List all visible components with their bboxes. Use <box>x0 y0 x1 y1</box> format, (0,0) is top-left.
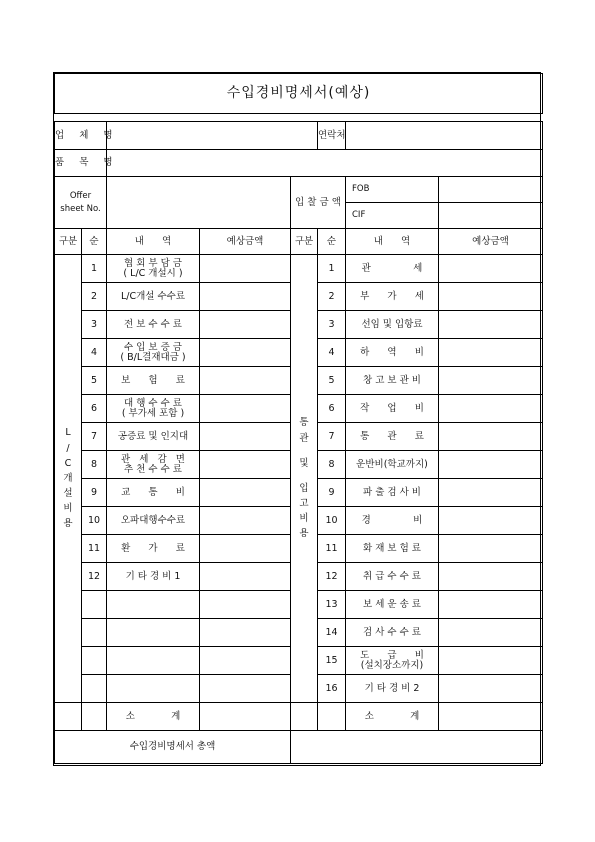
left-item-desc <box>107 423 200 451</box>
left-item-amount[interactable] <box>200 339 291 367</box>
right-item-amount[interactable] <box>439 647 543 675</box>
left-item-no <box>82 675 107 703</box>
subtotal-blank <box>318 703 346 731</box>
right-item-desc <box>346 479 439 507</box>
left-item-desc-line1: 협 회 부 담 금 <box>124 257 182 269</box>
col-amount-right: 예상금액 <box>439 229 543 255</box>
left-item-amount[interactable] <box>200 367 291 395</box>
left-item-desc <box>107 451 200 479</box>
left-item-desc-line1: 기 타 경 비 1 <box>125 570 181 582</box>
left-item-desc-line2: 추 천 수 수 료 <box>124 463 182 475</box>
total-row <box>55 731 543 764</box>
right-item-desc-line1: 도 급 비 <box>360 649 424 661</box>
left-category-char: 용 <box>63 518 73 530</box>
right-item-desc-line1: 관 세 <box>361 262 423 274</box>
right-item-no: 2 <box>318 283 346 311</box>
left-item-amount[interactable] <box>200 479 291 507</box>
left-item-desc <box>107 647 200 675</box>
left-item-desc-line1: 환 가 료 <box>121 542 185 554</box>
right-item-no: 1 <box>318 255 346 283</box>
left-item-amount[interactable] <box>200 423 291 451</box>
left-subtotal-amount[interactable] <box>200 703 291 731</box>
left-category-char: 개 <box>63 472 73 484</box>
right-item-desc-line1: 운반비(학교까지) <box>356 458 428 470</box>
right-item-desc-line1: 선임 및 입항료 <box>361 318 423 330</box>
right-item-desc-line1: 보 세 운 송 료 <box>363 598 421 610</box>
page-title: 수입경비명세서(예상) <box>55 74 543 114</box>
left-category-char: 비 <box>63 503 73 515</box>
right-item-desc <box>346 507 439 535</box>
right-subtotal-amount[interactable] <box>439 703 543 731</box>
right-item-no: 15 <box>318 647 346 675</box>
right-item-no: 4 <box>318 339 346 367</box>
right-item-desc <box>346 535 439 563</box>
col-amount-left: 예상금액 <box>200 229 291 255</box>
fob-label: FOB <box>346 177 439 203</box>
right-item-desc <box>346 563 439 591</box>
right-item-desc-line1: 부 가 세 <box>360 290 424 302</box>
left-item-desc <box>107 255 200 283</box>
left-item-amount[interactable] <box>200 507 291 535</box>
left-item-amount[interactable] <box>200 619 291 647</box>
expense-form <box>53 72 541 766</box>
right-item-desc <box>346 311 439 339</box>
left-item-amount[interactable] <box>200 591 291 619</box>
right-item-desc-line1: 검 사 수 수 료 <box>363 626 421 638</box>
left-item-no: 6 <box>82 395 107 423</box>
right-item-desc <box>346 283 439 311</box>
right-item-desc <box>346 339 439 367</box>
right-item-desc <box>346 423 439 451</box>
left-item-amount[interactable] <box>200 563 291 591</box>
right-item-no: 5 <box>318 367 346 395</box>
right-item-amount[interactable] <box>439 423 543 451</box>
right-item-desc <box>346 367 439 395</box>
company-label: 업 체 명 <box>55 122 107 150</box>
left-item-desc-line1: 수 입 보 증 금 <box>124 341 182 353</box>
left-item-no: 9 <box>82 479 107 507</box>
left-item-desc <box>107 563 200 591</box>
left-item-amount[interactable] <box>200 675 291 703</box>
left-category-char: 설 <box>63 488 73 500</box>
left-item-desc-line2: ( B/L결재대금 ) <box>120 351 186 363</box>
col-order-right: 순 <box>318 229 346 255</box>
item-label: 품 목 명 <box>55 150 107 177</box>
left-item-desc <box>107 395 200 423</box>
right-item-desc-line1: 하 역 비 <box>360 346 424 358</box>
spacer <box>55 114 543 122</box>
left-item-no: 4 <box>82 339 107 367</box>
right-item-no: 10 <box>318 507 346 535</box>
right-item-desc-line1: 파 출 검 사 비 <box>363 486 421 498</box>
left-item-amount[interactable] <box>200 535 291 563</box>
right-item-no: 3 <box>318 311 346 339</box>
left-item-no: 10 <box>82 507 107 535</box>
col-category-left: 구분 <box>55 229 82 255</box>
right-item-desc-line1: 창 고 보 관 비 <box>363 374 421 386</box>
right-item-desc-line1: 작 업 비 <box>360 402 424 414</box>
right-item-amount[interactable] <box>439 255 543 283</box>
subtotal-blank <box>291 703 318 731</box>
left-item-desc <box>107 507 200 535</box>
contact-label: 연락처 <box>318 122 346 150</box>
subtotal-blank <box>55 703 82 731</box>
right-category-char: 관 <box>299 432 309 444</box>
left-item-desc-line1: L/C개설 수수료 <box>120 290 186 302</box>
left-item-no: 1 <box>82 255 107 283</box>
right-item-amount[interactable] <box>439 339 543 367</box>
right-item-amount[interactable] <box>439 591 543 619</box>
left-item-no <box>82 647 107 675</box>
right-item-no: 16 <box>318 675 346 703</box>
left-item-no: 11 <box>82 535 107 563</box>
right-item-desc <box>346 647 439 675</box>
col-order-left: 순 <box>82 229 107 255</box>
left-item-no <box>82 619 107 647</box>
total-amount[interactable] <box>291 731 543 764</box>
left-item-desc <box>107 591 200 619</box>
left-item-desc <box>107 367 200 395</box>
right-item-amount[interactable] <box>439 311 543 339</box>
left-subtotal-label: 소 계 <box>107 703 200 731</box>
right-category-cell <box>291 255 318 703</box>
left-item-no: 3 <box>82 311 107 339</box>
left-item-desc-line1: 공증료 및 인지대 <box>117 430 189 442</box>
company-field[interactable] <box>107 122 318 150</box>
right-item-desc <box>346 395 439 423</box>
right-item-amount[interactable] <box>439 479 543 507</box>
right-item-desc <box>346 451 439 479</box>
right-item-desc-line2: (설치장소까지) <box>360 659 424 671</box>
left-item-desc-line1: 교 통 비 <box>121 486 185 498</box>
left-item-desc <box>107 339 200 367</box>
right-item-amount[interactable] <box>439 535 543 563</box>
right-item-no: 14 <box>318 619 346 647</box>
left-item-desc-line1: 대 행 수 수 료 <box>124 397 182 409</box>
cif-field[interactable] <box>439 203 543 229</box>
total-label: 수입경비명세서 총액 <box>55 731 291 764</box>
right-item-no: 13 <box>318 591 346 619</box>
left-item-amount[interactable] <box>200 647 291 675</box>
left-item-desc-line1: 관 세 감 면 <box>121 453 185 465</box>
left-item-amount[interactable] <box>200 283 291 311</box>
left-category-char: C <box>64 457 72 469</box>
offer-field[interactable] <box>107 177 291 229</box>
left-item-no <box>82 591 107 619</box>
right-category-char: 통 <box>299 417 309 429</box>
left-item-desc <box>107 479 200 507</box>
left-item-no: 7 <box>82 423 107 451</box>
left-item-desc <box>107 619 200 647</box>
right-item-desc <box>346 591 439 619</box>
right-item-amount[interactable] <box>439 563 543 591</box>
right-item-amount[interactable] <box>439 283 543 311</box>
right-item-desc-line1: 통 관 료 <box>360 430 424 442</box>
left-item-desc-line2: ( L/C 개설시 ) <box>123 267 183 279</box>
left-item-desc-line1: 오파대행수수료 <box>120 514 186 526</box>
left-item-desc-line1: 보 험 료 <box>121 374 185 386</box>
left-item-amount[interactable] <box>200 311 291 339</box>
right-item-desc-line1: 경 비 <box>361 514 423 526</box>
left-item-no: 5 <box>82 367 107 395</box>
right-item-no: 11 <box>318 535 346 563</box>
left-category-char: / <box>66 442 70 454</box>
right-category-char: 고 <box>299 498 309 510</box>
right-category-char: 입 <box>299 482 309 494</box>
item-field[interactable] <box>107 150 543 177</box>
right-item-no: 9 <box>318 479 346 507</box>
right-item-desc <box>346 675 439 703</box>
subtotal-blank <box>82 703 107 731</box>
right-item-no: 7 <box>318 423 346 451</box>
right-item-amount[interactable] <box>439 367 543 395</box>
offer-label-line2: sheet No. <box>60 203 101 214</box>
offer-label <box>55 177 107 229</box>
right-item-desc <box>346 619 439 647</box>
right-item-desc-line1: 화 재 보 험 료 <box>363 542 421 554</box>
cif-label: CIF <box>346 203 439 229</box>
right-subtotal-label: 소 계 <box>346 703 439 731</box>
left-item-amount[interactable] <box>200 395 291 423</box>
subtotal-row <box>55 703 543 731</box>
left-item-desc <box>107 675 200 703</box>
right-item-amount[interactable] <box>439 675 543 703</box>
left-item-no: 12 <box>82 563 107 591</box>
contact-field[interactable] <box>346 122 543 150</box>
col-description-left: 내 역 <box>107 229 200 255</box>
right-category-char: 용 <box>299 528 309 540</box>
left-category-cell <box>55 255 82 703</box>
bid-label: 입 찰 금 액 <box>291 177 346 229</box>
form-table <box>54 73 543 764</box>
col-description-right: 내 역 <box>346 229 439 255</box>
column-header-row <box>55 229 543 255</box>
offer-label-line1: Offer <box>69 190 92 201</box>
right-item-amount[interactable] <box>439 507 543 535</box>
right-item-no: 8 <box>318 451 346 479</box>
right-item-amount[interactable] <box>439 451 543 479</box>
right-item-desc-line1: 취 급 수 수 료 <box>363 570 421 582</box>
left-item-no: 8 <box>82 451 107 479</box>
right-item-no: 6 <box>318 395 346 423</box>
left-item-amount[interactable] <box>200 451 291 479</box>
col-category-right: 구분 <box>291 229 318 255</box>
right-item-desc <box>346 255 439 283</box>
fob-field[interactable] <box>439 177 543 203</box>
right-item-amount[interactable] <box>439 395 543 423</box>
right-category-char: 및 <box>299 457 309 469</box>
left-item-desc-line2: ( 부가세 포함 ) <box>121 407 185 419</box>
left-item-desc-line1: 전 보 수 수 료 <box>124 318 182 330</box>
right-item-no: 12 <box>318 563 346 591</box>
right-item-amount[interactable] <box>439 619 543 647</box>
left-category-char: L <box>65 427 71 439</box>
right-category-char: 비 <box>299 513 309 525</box>
right-item-desc-line1: 기 타 경 비 2 <box>364 682 420 694</box>
left-item-amount[interactable] <box>200 255 291 283</box>
left-item-desc <box>107 283 200 311</box>
table-row <box>55 255 543 283</box>
left-item-desc <box>107 535 200 563</box>
left-item-desc <box>107 311 200 339</box>
left-item-no: 2 <box>82 283 107 311</box>
